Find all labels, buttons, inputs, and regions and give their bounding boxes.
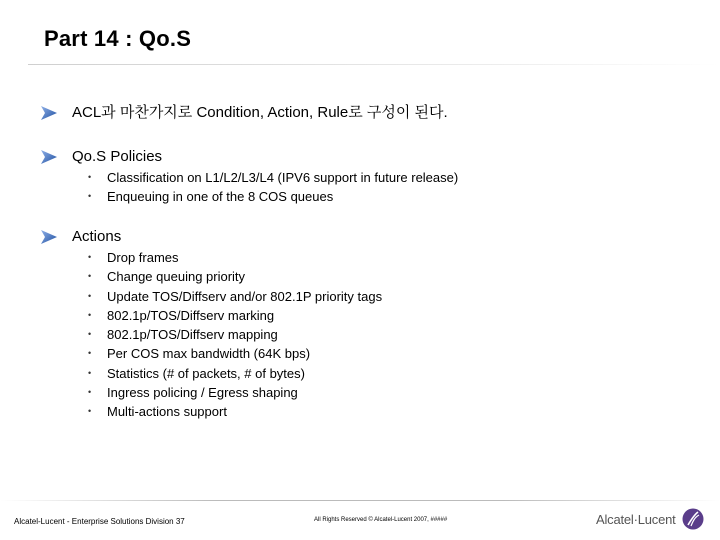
list-item: • Change queuing priority — [88, 267, 382, 286]
arrow-bullet-icon — [40, 230, 58, 244]
list-item: • 802.1p/TOS/Diffserv marking — [88, 306, 382, 325]
section-actions — [40, 228, 382, 422]
list-item: • Ingress policing / Egress shaping — [88, 383, 382, 402]
section-acl — [40, 104, 448, 122]
list-item: • 802.1p/TOS/Diffserv mapping — [88, 325, 382, 344]
footer-copyright: All Rights Reserved © Alcatel-Lucent 2007, ##### — [314, 517, 448, 523]
list-item: • Per COS max bandwidth (64K bps) — [88, 344, 382, 363]
page-title: Part 14 : Qo.S — [44, 26, 192, 51]
list-item: • Drop frames — [88, 248, 382, 267]
section-heading: Qo.S Policies — [72, 148, 163, 165]
section-heading: Actions — [72, 228, 122, 245]
list-item: • Multi-actions support — [88, 402, 382, 421]
section-heading: ACL과 마찬가지로 Condition, Action, Rule로 구성이 된다. — [72, 104, 448, 121]
section-qos-policies — [40, 148, 458, 207]
company-logo — [596, 508, 704, 530]
arrow-bullet-icon — [40, 150, 58, 164]
list-item: • Update TOS/Diffserv and/or 802.1P priority tags — [88, 287, 382, 306]
list-item: • Enqueuing in one of the 8 COS queues — [88, 187, 458, 206]
arrow-bullet-icon — [40, 106, 58, 120]
logo-text: Alcatel·Lucent — [596, 511, 676, 527]
title-divider — [28, 64, 720, 65]
list-item: • Classification on L1/L2/L3/L4 (IPV6 support in future release) — [88, 168, 458, 187]
alcatel-lucent-swirl-icon — [682, 508, 704, 530]
list-item: • Statistics (# of packets, # of bytes) — [88, 364, 382, 383]
footer-division-text: Alcatel-Lucent - Enterprise Solutions Division 37 — [14, 517, 185, 526]
footer-divider — [0, 500, 720, 501]
